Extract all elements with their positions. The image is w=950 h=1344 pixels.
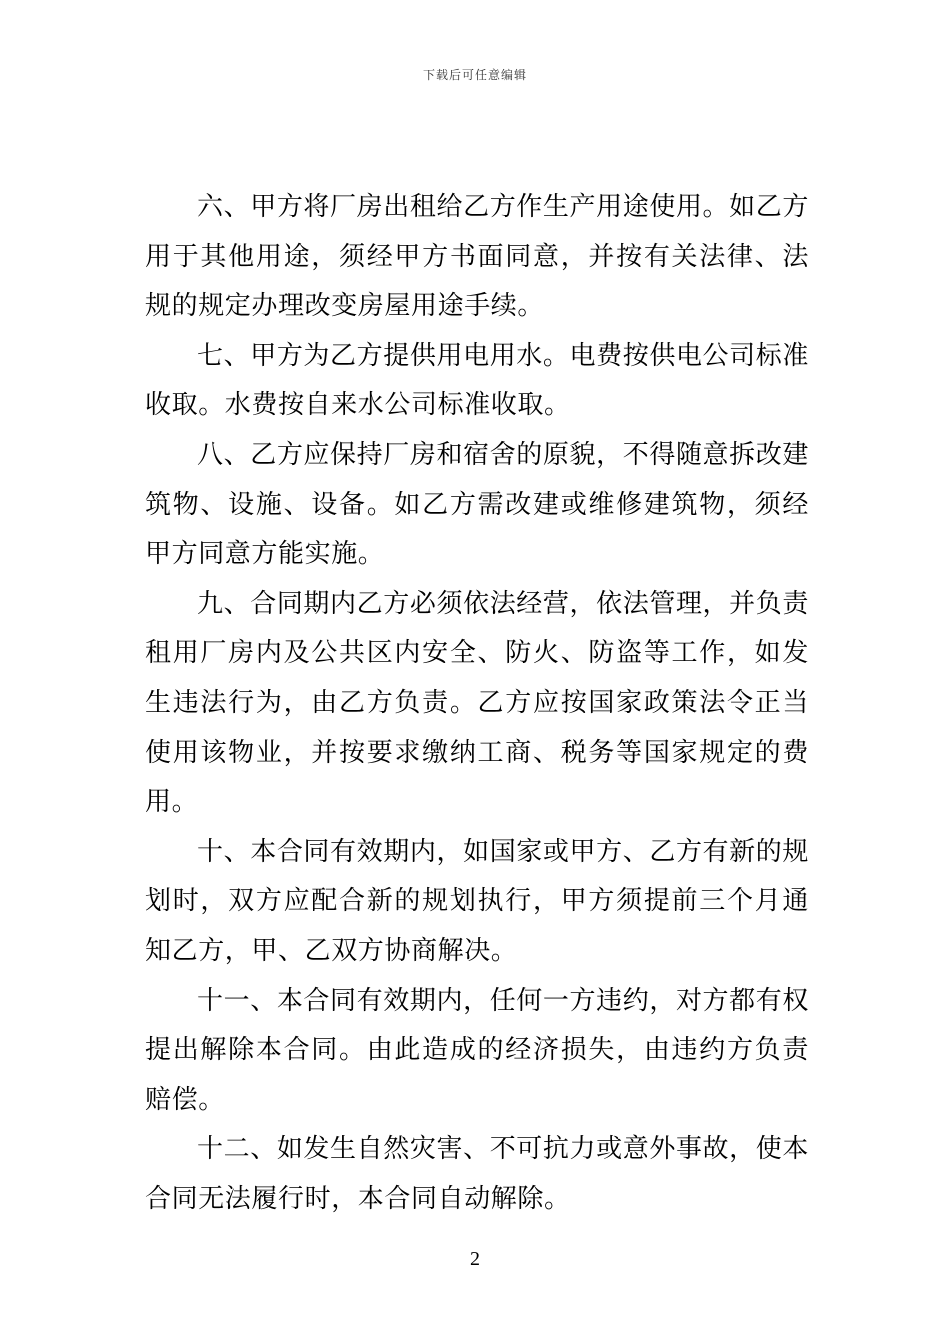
clause-10: 十、本合同有效期内，如国家或甲方、乙方有新的规划时，双方应配合新的规划执行，甲方须提前三个月通知乙方，甲、乙双方协商解决。 (145, 836, 809, 966)
clause-7: 七、甲方为乙方提供用电用水。电费按供电公司标准收取。水费按自来水公司标准收取。 (145, 340, 809, 421)
contract-body (145, 183, 809, 1224)
page-number: 2 (470, 1248, 480, 1270)
clause-9: 九、合同期内乙方必须依法经营，依法管理，并负责租用厂房内及公共区内安全、防火、防盗等工作，如发生违法行为，由乙方负责。乙方应按国家政策法令正当使用该物业，并按要求缴纳工商、税务等国家规定的费用。 (145, 588, 809, 818)
clause-6: 六、甲方将厂房出租给乙方作生产用途使用。如乙方用于其他用途，须经甲方书面同意，并按有关法律、法规的规定办理改变房屋用途手续。 (145, 192, 809, 322)
clause-11: 十一、本合同有效期内，任何一方违约，对方都有权提出解除本合同。由此造成的经济损失，由违约方负责赔偿。 (145, 985, 809, 1115)
clause-8: 八、乙方应保持厂房和宿舍的原貌，不得随意拆改建筑物、设施、设备。如乙方需改建或维修建筑物，须经甲方同意方能实施。 (145, 439, 809, 570)
download-note: 下载后可任意编辑 (422, 68, 527, 82)
clause-12: 十二、如发生自然灾害、不可抗力或意外事故，使本合同无法履行时，本合同自动解除。 (145, 1134, 809, 1214)
